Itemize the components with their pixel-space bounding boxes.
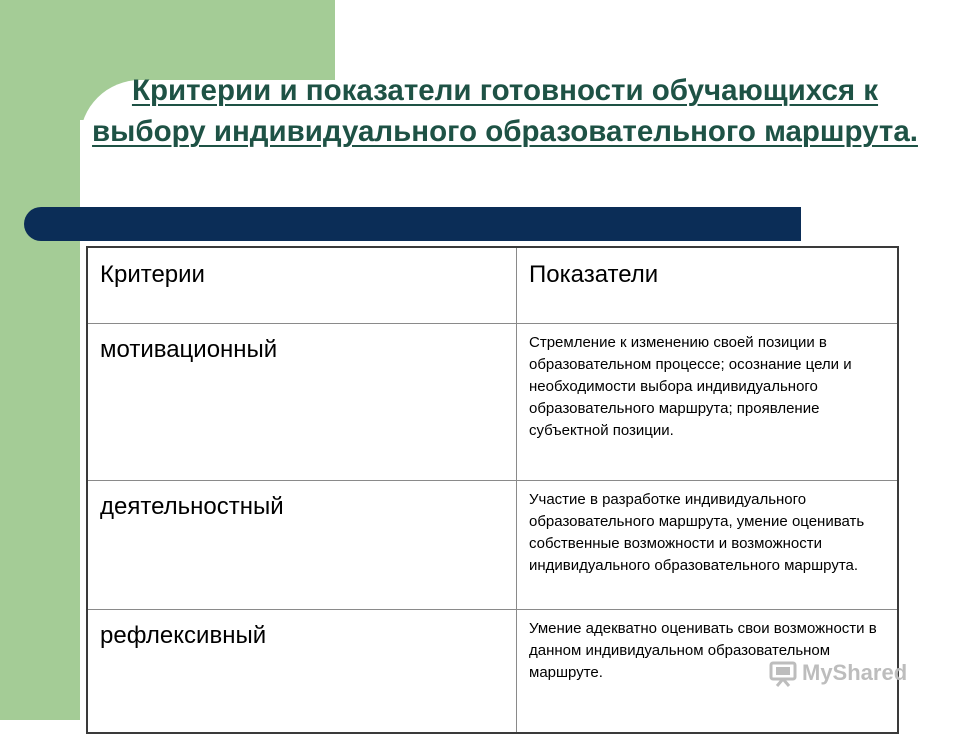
slide-title [90,70,920,152]
indicator-cell: Умение адекватно оценивать свои возможности в данном индивидуальном образовательном маршруте. [517,610,899,734]
indicator-cell: Участие в разработке индивидуального образовательного маршрута, умение оценивать собственные возможности и возможности индивидуального образовательного маршрута. [517,481,899,610]
watermark-text: MyShared [802,660,908,685]
criterion-cell: мотивационный [87,324,517,481]
header-indicators: Показатели [517,247,899,324]
projector-icon [768,658,798,688]
decorative-bar [24,207,801,241]
green-side-panel [0,0,80,720]
table-row [87,481,898,610]
watermark [768,658,907,688]
indicator-cell: Стремление к изменению своей позиции в образовательном процессе; осознание цели и необходимости выбора индивидуального образовательного маршрута; проявление субъектной позиции. [517,324,899,481]
slide-title-text: Критерии и показатели готовности обучающихся к выбору индивидуального образовательного маршрута. [92,74,918,148]
table-header-row [87,247,898,324]
header-criteria: Критерии [87,247,517,324]
criterion-cell: деятельностный [87,481,517,610]
criterion-cell: рефлексивный [87,610,517,734]
table-row [87,324,898,481]
